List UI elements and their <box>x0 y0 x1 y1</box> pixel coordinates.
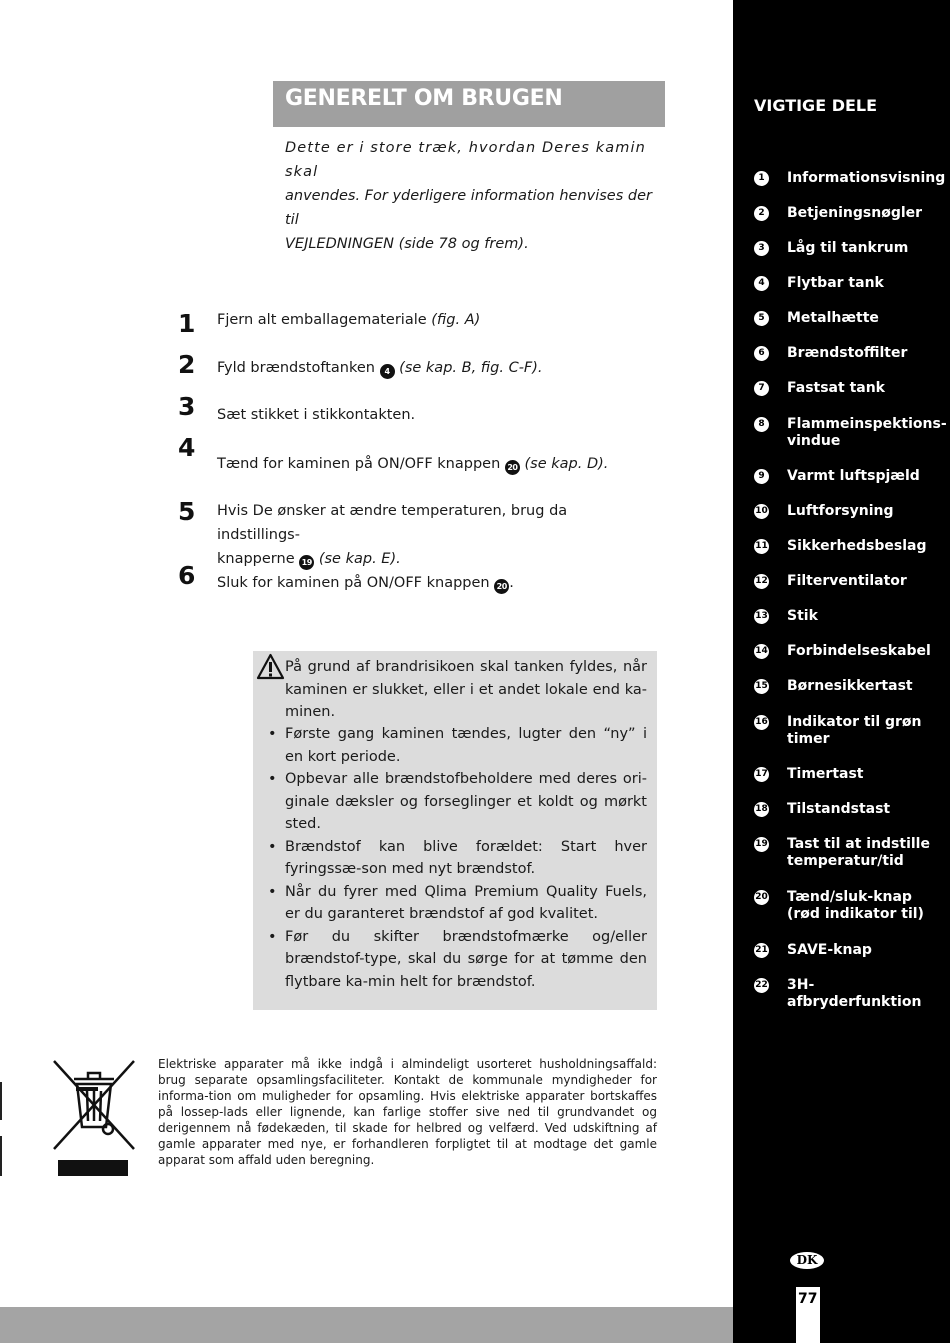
part-number: 6 <box>754 346 769 361</box>
intro-line: anvendes. For yderligere information henvises der til <box>285 188 652 228</box>
part-number: 4 <box>754 276 769 291</box>
step-text <box>217 356 647 380</box>
edge-mark <box>0 1136 2 1176</box>
part-number: 10 <box>754 504 769 519</box>
step-text-end: . <box>509 575 514 591</box>
part-number: 2 <box>754 206 769 221</box>
crossed-out-bin-icon <box>50 1057 138 1177</box>
part-number: 18 <box>754 802 769 817</box>
part-label: Tilstandstast <box>787 801 891 817</box>
page-number: 77 <box>798 1291 818 1307</box>
part-reference-badge: 20 <box>494 579 509 594</box>
part-number: 15 <box>754 679 769 694</box>
intro-line: Dette er i store træk, hvordan Deres kamin skal <box>285 140 646 180</box>
step-text-continued <box>217 547 647 571</box>
step-text-main: Sæt stikket i stikkontakten. <box>217 407 416 423</box>
warning-bullet: • Opbevar alle brændstofbeholdere med deres ori-ginale dæksler og forseglinger et koldt og mørkt sted. <box>285 768 647 836</box>
part-number: 12 <box>754 574 769 589</box>
part-reference-badge: 19 <box>299 555 314 570</box>
part-label: Luftforsyning <box>787 503 894 519</box>
step-text-main: Tænd for kaminen på ON/OFF knappen <box>217 456 501 472</box>
step-text-main: Hvis De ønsker at ændre temperaturen, brug da indstillings- <box>217 503 568 543</box>
intro-line: VEJLEDNINGEN (side 78 og frem). <box>285 236 529 252</box>
step-ref: (se kap. E). <box>318 551 401 567</box>
part-number: 3 <box>754 241 769 256</box>
part-label: Betjeningsnøgler <box>787 205 923 221</box>
part-label: Filterventilator <box>787 573 907 589</box>
part-number: 21 <box>754 943 769 958</box>
part-label: Informationsvisning <box>787 170 946 186</box>
part-number: 20 <box>754 890 769 905</box>
step-text-main: Fyld brændstoftanken <box>217 360 375 376</box>
step-text <box>217 452 647 476</box>
part-number: 1 <box>754 171 769 186</box>
step-ref: (fig. A) <box>431 312 481 328</box>
step-ref: (se kap. D). <box>524 456 609 472</box>
weee-disposal-text: Elektriske apparater må ikke indgå i almindeligt usorteret husholdningsaffald: brug separate opsamlingsfaciliteter. Kontakt de kommunale myndigheder for informa-tion om muligheder for opsamling. Hvis elektriske apparater bortskaffes på lossep-lads eller lignende, kan farlige stoffer sive ned til grundvandet og derigennem nå fødekæden, til skade for helbred og velfærd. Ved udskiftning af gamle apparater med nye, er forhandleren forpligtet til at modtage det gamle apparat som affald uden beregning. <box>158 1057 657 1167</box>
step-number: 2 <box>178 350 196 379</box>
language-badge: DK <box>790 1252 824 1269</box>
part-label: Låg til tankrum <box>787 240 909 256</box>
warning-bullet: • Første gang kaminen tændes, lugter den “ny” i en kort periode. <box>285 723 647 768</box>
part-label: Indikator til grøn timer <box>787 714 922 747</box>
part-number: 7 <box>754 381 769 396</box>
step-text <box>217 499 647 571</box>
part-label: Tast til at indstille temperatur/tid <box>787 836 930 869</box>
warning-triangle-icon <box>256 653 285 680</box>
part-number: 13 <box>754 609 769 624</box>
warning-intro: På grund af brandrisikoen skal tanken fyldes, når kaminen er slukket, eller i et andet lokale end ka-minen. <box>285 659 647 720</box>
part-label: Tænd/sluk-knap (rød indikator til) <box>787 889 924 922</box>
part-label: Sikkerhedsbeslag <box>787 538 927 554</box>
step-number: 5 <box>178 497 196 526</box>
step-text-main: knapperne <box>217 551 295 567</box>
step-text <box>217 571 647 595</box>
part-label: Varmt luftspjæld <box>787 468 920 484</box>
warning-bullet: • Før du skifter brændstofmærke og/eller brændstof-type, skal du sørge for at tømme den flytbare ka-min helt for brændstof. <box>285 926 647 994</box>
part-number: 9 <box>754 469 769 484</box>
part-label: Flytbar tank <box>787 275 884 291</box>
sidebar-title: VIGTIGE DELE <box>754 96 878 115</box>
part-number: 14 <box>754 644 769 659</box>
warning-list <box>285 723 647 993</box>
warning-bullet: • Brændstof kan blive forældet: Start hver fyringssæ-son med nyt brændstof. <box>285 836 647 881</box>
step-number: 6 <box>178 561 196 590</box>
part-number: 19 <box>754 837 769 852</box>
step-number: 4 <box>178 433 196 462</box>
page-title: GENERELT OM BRUGEN <box>285 86 563 111</box>
edge-mark <box>0 1082 2 1120</box>
part-number: 16 <box>754 715 769 730</box>
step-text <box>217 308 647 332</box>
part-label: Børnesikkertast <box>787 678 913 694</box>
part-number: 11 <box>754 539 769 554</box>
bottom-bar <box>0 1307 733 1343</box>
part-label: Fastsat tank <box>787 380 885 396</box>
step-number: 1 <box>178 309 196 338</box>
part-reference-badge: 20 <box>505 460 520 475</box>
part-reference-badge: 4 <box>380 364 395 379</box>
part-number: 8 <box>754 417 769 432</box>
part-label: Brændstoffilter <box>787 345 908 361</box>
step-text-main: Fjern alt emballagemateriale <box>217 312 427 328</box>
part-label: Flammeinspektions-vindue <box>787 416 947 449</box>
part-label: 3H-afbryderfunktion <box>787 977 922 1010</box>
part-number: 5 <box>754 311 769 326</box>
part-number: 22 <box>754 978 769 993</box>
step-text <box>217 403 647 427</box>
part-label: Stik <box>787 608 818 624</box>
step-ref: (se kap. B, fig. C-F). <box>399 360 543 376</box>
warning-bullet: • Når du fyrer med Qlima Premium Quality Fuels, er du garanteret brændstof af god kvalitet. <box>285 881 647 926</box>
part-number: 17 <box>754 767 769 782</box>
sidebar-panel <box>733 0 950 1343</box>
step-number: 3 <box>178 392 196 421</box>
part-label: Metalhætte <box>787 310 879 326</box>
part-label: Forbindelseskabel <box>787 643 931 659</box>
intro-text <box>285 136 667 256</box>
step-text-main: Sluk for kaminen på ON/OFF knappen <box>217 575 490 591</box>
part-label: Timertast <box>787 766 864 782</box>
part-label: SAVE-knap <box>787 942 872 958</box>
